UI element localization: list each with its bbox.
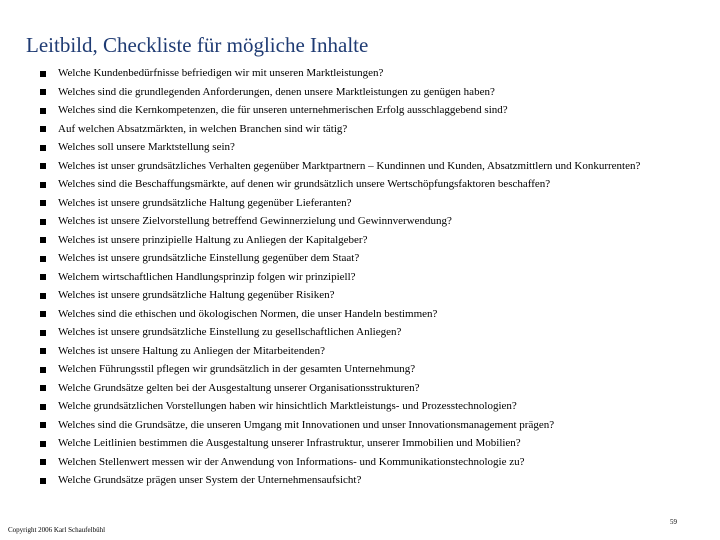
checklist-item — [40, 253, 680, 264]
checklist-item-text: Welches ist unsere grundsätzliche Einstellung gegenüber dem Staat? — [58, 252, 360, 264]
checklist-item — [40, 124, 680, 135]
checklist-item — [40, 272, 680, 283]
checklist-item — [40, 161, 680, 172]
checklist-item — [40, 457, 680, 468]
square-bullet-icon — [40, 385, 46, 391]
checklist-item-text: Welches ist unsere grundsätzliche Einstellung zu gesellschaftlichen Anliegen? — [58, 326, 402, 338]
checklist-item — [40, 87, 680, 98]
square-bullet-icon — [40, 145, 46, 151]
checklist-item-text: Welche Leitlinien bestimmen die Ausgestaltung unserer Infrastruktur, unserer Immobilien und Mobilien? — [58, 437, 521, 449]
square-bullet-icon — [40, 89, 46, 95]
checklist-item — [40, 216, 680, 227]
checklist-item-text: Welches soll unsere Marktstellung sein? — [58, 141, 235, 153]
checklist-item-text: Welches ist unser grundsätzliches Verhalten gegenüber Marktpartnern – Kundinnen und Kunden, Absatzmittlern und Konkurrenten? — [58, 159, 641, 172]
square-bullet-icon — [40, 293, 46, 299]
checklist — [40, 68, 680, 494]
square-bullet-icon — [40, 71, 46, 77]
checklist-item — [40, 383, 680, 394]
copyright-footer: Copyright 2006 Karl Schaufelbühl — [8, 526, 106, 534]
checklist-item-text: Welche Kundenbedürfnisse befriedigen wir mit unseren Marktleistungen? — [58, 67, 384, 79]
checklist-item-text: Welche Grundsätze prägen unser System der Unternehmensaufsicht? — [58, 474, 362, 486]
checklist-item-text: Welches ist unsere Zielvorstellung betreffend Gewinnerzielung und Gewinnverwendung? — [58, 215, 452, 227]
checklist-item — [40, 68, 680, 79]
checklist-item-text: Welches sind die ethischen und ökologischen Normen, die unser Handeln bestimmen? — [58, 307, 438, 320]
checklist-item — [40, 364, 680, 375]
checklist-item — [40, 327, 680, 338]
square-bullet-icon — [40, 441, 46, 447]
checklist-item — [40, 475, 680, 486]
checklist-item-text: Welches sind die Kernkompetenzen, die für unseren unternehmerischen Erfolg ausschlaggebend sind? — [58, 104, 508, 116]
square-bullet-icon — [40, 330, 46, 336]
checklist-item-text: Welches ist unsere Haltung zu Anliegen der Mitarbeitenden? — [58, 344, 325, 357]
square-bullet-icon — [40, 274, 46, 280]
checklist-item — [40, 401, 680, 412]
square-bullet-icon — [40, 311, 46, 317]
square-bullet-icon — [40, 422, 46, 428]
square-bullet-icon — [40, 256, 46, 262]
checklist-item — [40, 309, 680, 320]
checklist-item — [40, 142, 680, 153]
checklist-item-text: Welchem wirtschaftlichen Handlungsprinzip folgen wir prinzipiell? — [58, 270, 356, 283]
page-number: 59 — [670, 518, 677, 526]
checklist-item — [40, 198, 680, 209]
square-bullet-icon — [40, 367, 46, 373]
checklist-item — [40, 438, 680, 449]
checklist-item — [40, 346, 680, 357]
checklist-item — [40, 290, 680, 301]
checklist-item — [40, 105, 680, 116]
checklist-item-text: Welchen Führungsstil pflegen wir grundsätzlich in der gesamten Unternehmung? — [58, 363, 416, 375]
checklist-item-text: Welche Grundsätze gelten bei der Ausgestaltung unserer Organisationsstrukturen? — [58, 381, 420, 394]
checklist-item-text: Welches ist unsere grundsätzliche Haltung gegenüber Lieferanten? — [58, 196, 352, 209]
checklist-item-text: Welches ist unsere grundsätzliche Haltung gegenüber Risiken? — [58, 289, 335, 301]
checklist-item-text: Welches sind die Grundsätze, die unseren Umgang mit Innovationen und unser Innovationsmanagement prägen? — [58, 418, 555, 431]
square-bullet-icon — [40, 459, 46, 465]
square-bullet-icon — [40, 126, 46, 132]
square-bullet-icon — [40, 237, 46, 243]
checklist-item — [40, 420, 680, 431]
square-bullet-icon — [40, 478, 46, 484]
checklist-item — [40, 235, 680, 246]
square-bullet-icon — [40, 219, 46, 225]
checklist-item-text: Welche grundsätzlichen Vorstellungen haben wir hinsichtlich Marktleistungs- und Prozesstechnologien? — [58, 400, 517, 412]
slide-title: Leitbild, Checkliste für mögliche Inhalte — [26, 33, 369, 57]
square-bullet-icon — [40, 163, 46, 169]
square-bullet-icon — [40, 404, 46, 410]
checklist-item-text: Welches sind die grundlegenden Anforderungen, denen unsere Marktleistungen zu genügen haben? — [58, 85, 495, 98]
checklist-item — [40, 179, 680, 190]
square-bullet-icon — [40, 348, 46, 354]
square-bullet-icon — [40, 182, 46, 188]
checklist-item-text: Auf welchen Absatzmärkten, in welchen Branchen sind wir tätig? — [58, 122, 348, 135]
checklist-item-text: Welches ist unsere prinzipielle Haltung zu Anliegen der Kapitalgeber? — [58, 233, 368, 246]
checklist-item-text: Welches sind die Beschaffungsmärkte, auf denen wir grundsätzlich unsere Wertschöpfungsfaktoren beschaffen? — [58, 178, 551, 190]
square-bullet-icon — [40, 108, 46, 114]
square-bullet-icon — [40, 200, 46, 206]
checklist-item-text: Welchen Stellenwert messen wir der Anwendung von Informations- und Kommunikationstechnologie zu? — [58, 455, 525, 468]
